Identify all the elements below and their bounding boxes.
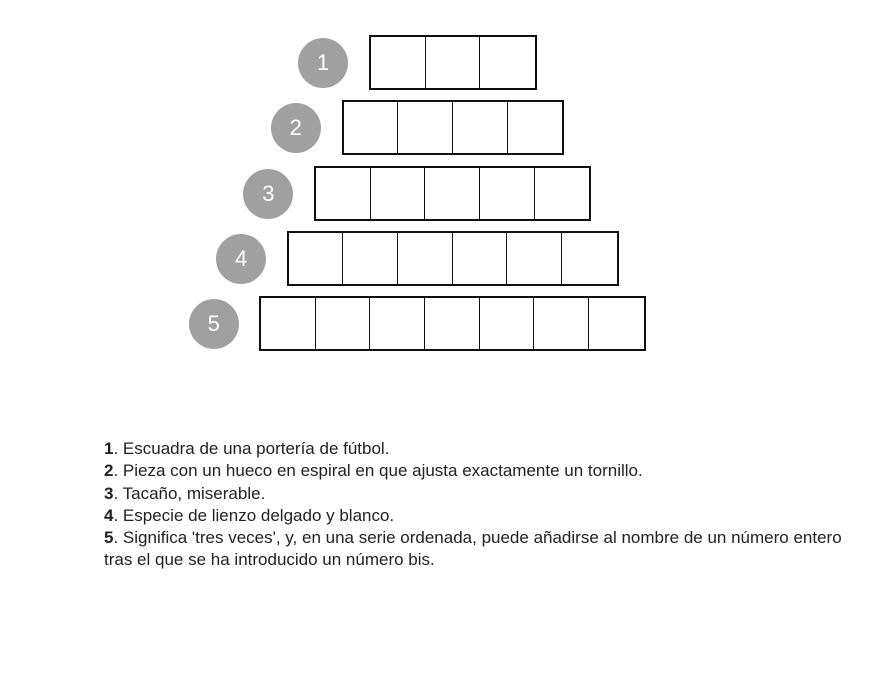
letter-cell[interactable] bbox=[289, 233, 344, 284]
answer-grid bbox=[287, 231, 619, 286]
clue-3 bbox=[104, 483, 864, 505]
clue-text: . Escuadra de una portería de fútbol. bbox=[113, 439, 390, 458]
answer-grid bbox=[259, 296, 646, 351]
letter-cell[interactable] bbox=[507, 233, 562, 284]
clue-1 bbox=[104, 438, 864, 460]
clue-number: 2 bbox=[104, 461, 114, 481]
letter-cell[interactable] bbox=[426, 37, 481, 88]
clue-text: . Especie de lienzo delgado y blanco. bbox=[113, 505, 395, 525]
letter-cell[interactable] bbox=[425, 298, 480, 349]
row-number-badge: 5 bbox=[189, 299, 239, 349]
clue-2 bbox=[104, 460, 864, 482]
letter-cell[interactable] bbox=[453, 233, 508, 284]
clue-number: 3 bbox=[104, 483, 114, 503]
letter-cell[interactable] bbox=[425, 168, 480, 219]
letter-cell[interactable] bbox=[371, 168, 426, 219]
clue-number: 4 bbox=[104, 505, 114, 525]
answer-grid bbox=[369, 35, 537, 90]
clue-number: 1 bbox=[104, 439, 114, 458]
letter-cell[interactable] bbox=[562, 233, 617, 284]
letter-cell[interactable] bbox=[316, 168, 371, 219]
letter-cell[interactable] bbox=[534, 298, 589, 349]
answer-grid bbox=[342, 100, 565, 155]
row-number-badge: 3 bbox=[243, 169, 293, 219]
clue-4 bbox=[104, 505, 864, 527]
letter-cell[interactable] bbox=[343, 233, 398, 284]
letter-cell[interactable] bbox=[344, 102, 399, 153]
letter-cell[interactable] bbox=[508, 102, 563, 153]
row-number-badge: 2 bbox=[271, 103, 321, 153]
clue-text: . Tacaño, miserable. bbox=[113, 483, 266, 503]
clue-list bbox=[104, 438, 864, 572]
letter-cell[interactable] bbox=[480, 298, 535, 349]
letter-cell[interactable] bbox=[480, 168, 535, 219]
letter-cell[interactable] bbox=[370, 298, 425, 349]
letter-cell[interactable] bbox=[398, 102, 453, 153]
letter-cell[interactable] bbox=[316, 298, 371, 349]
letter-cell[interactable] bbox=[535, 168, 590, 219]
clue-number: 5 bbox=[104, 528, 114, 548]
row-number-badge: 4 bbox=[216, 234, 266, 284]
letter-cell[interactable] bbox=[261, 298, 316, 349]
letter-cell[interactable] bbox=[398, 233, 453, 284]
letter-cell[interactable] bbox=[589, 298, 644, 349]
clue-5 bbox=[104, 527, 864, 572]
row-number-badge: 1 bbox=[298, 38, 348, 88]
clue-text: . Pieza con un hueco en espiral en que ajusta exactamente un tornillo. bbox=[113, 461, 643, 481]
letter-cell[interactable] bbox=[480, 37, 535, 88]
letter-cell[interactable] bbox=[453, 102, 508, 153]
letter-cell[interactable] bbox=[371, 37, 426, 88]
clue-text: . Significa 'tres veces', y, en una serie ordenada, puede añadirse al nombre de un número entero tras el que se ha introducido un número bis. bbox=[104, 528, 842, 570]
answer-grid bbox=[314, 166, 591, 221]
